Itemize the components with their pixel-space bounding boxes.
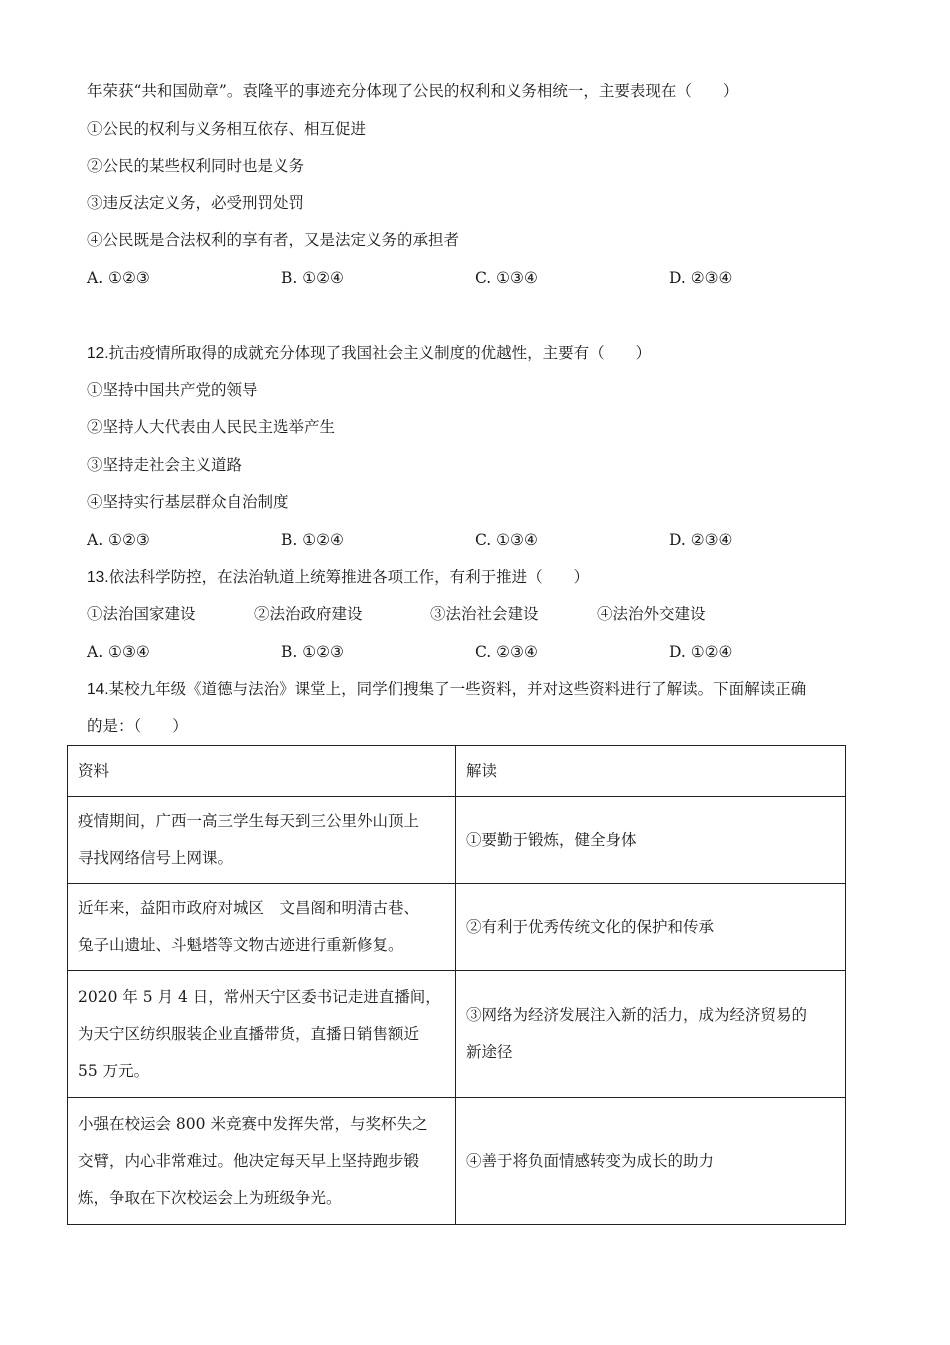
q11-item-2: ②公民的某些权利同时也是义务 (87, 157, 305, 175)
material-cell (68, 884, 456, 971)
q11-stem: 年荣获“共和国勋章”。袁隆平的事迹充分体现了公民的权利和义务相统一，主要表现在（ ） (87, 82, 739, 100)
q13-option-d[interactable]: D. ①②④ (669, 643, 733, 661)
material-cell (68, 971, 456, 1098)
q13-stem (87, 567, 589, 588)
material-line: 交臂，内心非常难过。他决定每天早上坚持跑步锻 (78, 1151, 420, 1170)
q14-stem (87, 679, 806, 700)
q13-item-1: ①法治国家建设 (87, 605, 196, 623)
q13-item-4: ④法治外交建设 (597, 605, 706, 623)
q13-option-c[interactable]: C. ②③④ (475, 643, 538, 661)
q11-option-d[interactable]: D. ②③④ (669, 269, 733, 287)
material-line: 寻找网络信号上网课。 (78, 849, 234, 867)
q11-option-a[interactable]: A. ①②③ (87, 269, 150, 287)
interpretation-line: ①要勤于锻炼，健全身体 (466, 830, 637, 849)
interpretation-cell (456, 1098, 846, 1225)
material-line: 近年来，益阳市政府对城区 文昌阁和明清古巷、 (78, 899, 420, 917)
q11-item-4: ④公民既是合法权利的享有者，又是法定义务的承担者 (87, 231, 460, 249)
q12-stem-text: 抗击疫情所取得的成就充分体现了我国社会主义制度的优越性，主要有（ ） (108, 344, 652, 362)
q13-item-2: ②法治政府建设 (254, 605, 363, 623)
q11-option-c[interactable]: C. ①③④ (475, 269, 538, 287)
q12-option-a[interactable]: A. ①②③ (87, 531, 150, 549)
q12-item-1: ①坚持中国共产党的领导 (87, 381, 258, 399)
interpretation-cell (456, 884, 846, 971)
q14-number: 14. (87, 681, 109, 698)
table-row (68, 971, 846, 1098)
q14-material-table (67, 745, 846, 1225)
q12-stem (87, 343, 651, 364)
table-header-interpretation: 解读 (456, 746, 846, 797)
table-row (68, 1098, 846, 1225)
interpretation-cell (456, 797, 846, 884)
q11-option-b[interactable]: B. ①②④ (281, 269, 344, 287)
q13-option-a[interactable]: A. ①③④ (87, 643, 150, 661)
interpretation-line: ②有利于优秀传统文化的保护和传承 (466, 917, 715, 936)
q12-option-c[interactable]: C. ①③④ (475, 531, 538, 549)
q13-item-3: ③法治社会建设 (430, 605, 539, 623)
material-line: 疫情期间，广西一高三学生每天到三公里外山顶上 (78, 812, 420, 830)
material-line: 小强在校运会 800 米竞赛中发挥失常，与奖杯失之 (78, 1114, 428, 1133)
q13-option-b[interactable]: B. ①②③ (281, 643, 344, 661)
table-row (68, 884, 846, 971)
material-cell (68, 1098, 456, 1225)
q13-stem-text: 依法科学防控，在法治轨道上统筹推进各项工作，有利于推进（ ） (108, 568, 590, 586)
material-line: 为天宁区纺织服装企业直播带货，直播日销售额近 (78, 1024, 420, 1043)
q12-option-d[interactable]: D. ②③④ (669, 531, 733, 549)
interpretation-cell (456, 971, 846, 1098)
q12-item-4: ④坚持实行基层群众自治制度 (87, 493, 289, 511)
table-header-material: 资料 (68, 746, 456, 797)
q12-number: 12. (87, 345, 109, 362)
q12-option-b[interactable]: B. ①②④ (281, 531, 344, 549)
table-header-row (68, 746, 846, 797)
q11-item-1: ①公民的权利与义务相互依存、相互促进 (87, 120, 367, 138)
material-line: 兔子山遗址、斗魁塔等文物古迹进行重新修复。 (78, 936, 404, 954)
interpretation-line: ③网络为经济发展注入新的活力，成为经济贸易的 (466, 1006, 808, 1024)
q14-stem-line2: 的是：（ ） (87, 717, 188, 735)
material-cell (68, 797, 456, 884)
q14-stem-text: 某校九年级《道德与法治》课堂上，同学们搜集了一些资料，并对这些资料进行了解读。下面解读正确 (108, 680, 807, 698)
q12-item-3: ③坚持走社会主义道路 (87, 456, 243, 474)
q13-number: 13. (87, 569, 109, 586)
q11-item-3: ③违反法定义务，必受刑罚处罚 (87, 194, 305, 212)
interpretation-line: ④善于将负面情感转变为成长的助力 (466, 1151, 715, 1170)
table-row (68, 797, 846, 884)
material-line: 2020 年 5 月 4 日，常州天宁区委书记走进直播间， (78, 987, 441, 1006)
interpretation-line: 新途径 (466, 1043, 513, 1061)
material-line: 55 万元。 (78, 1061, 150, 1080)
q12-item-2: ②坚持人大代表由人民民主选举产生 (87, 418, 336, 436)
material-line: 炼，争取在下次校运会上为班级争光。 (78, 1188, 342, 1207)
